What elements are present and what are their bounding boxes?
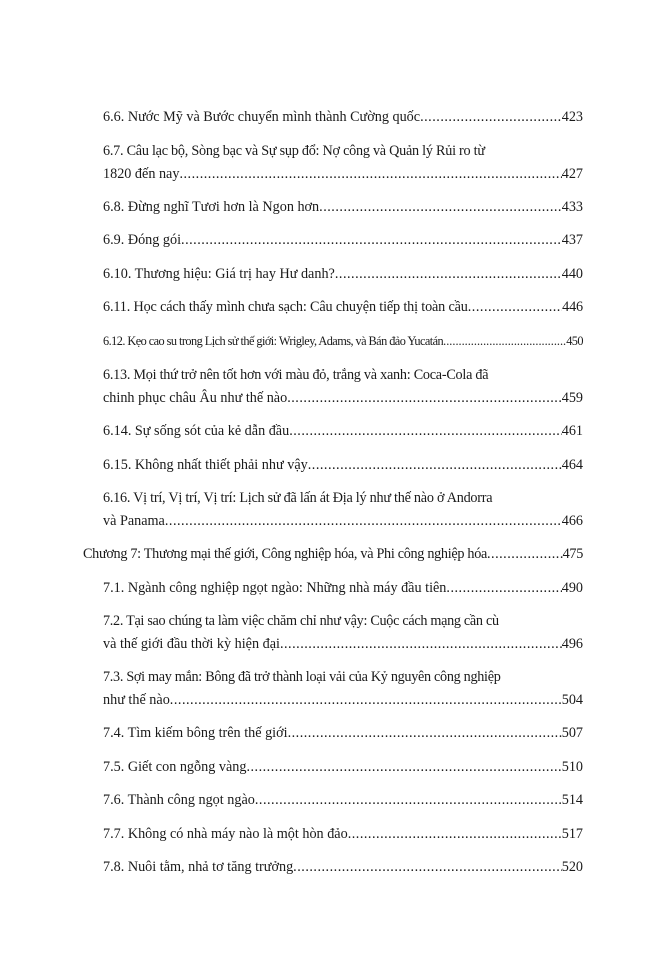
toc-entry-7-3	[103, 666, 654, 711]
toc-entry-6-11	[103, 296, 654, 318]
toc-entry-title-line2: và Panama	[103, 513, 165, 529]
toc-entry-title: 6.9. Đóng gói	[103, 232, 182, 248]
toc-leader-dots	[255, 789, 562, 811]
toc-page-number: 433	[561, 199, 583, 215]
toc-page-number: 437	[561, 232, 583, 248]
toc-leader-dots	[420, 106, 562, 128]
toc-leader-dots	[487, 543, 563, 565]
toc-entry-6-8	[103, 196, 654, 218]
toc-entry-title-line1: 6.13. Mọi thứ trở nên tốt hơn với màu đỏ, trắng và xanh: Coca-Cola đã	[103, 367, 489, 383]
toc-entry-title: 7.6. Thành công ngọt ngào	[103, 792, 255, 808]
toc-leader-dots	[348, 823, 562, 845]
toc-entry-title: 6.11. Học cách thấy mình chưa sạch: Câu chuyện tiếp thị toàn cầu	[103, 299, 468, 315]
toc-entry-7-4	[103, 722, 654, 744]
toc-entry-title-line1: 6.16. Vị trí, Vị trí, Vị trí: Lịch sử đã lấn át Địa lý như thế nào ở Andorra	[103, 490, 493, 506]
toc-leader-dots	[288, 722, 562, 744]
toc-leader-dots	[335, 263, 562, 285]
toc-leader-dots	[179, 163, 561, 185]
toc-entry-title: 7.8. Nuôi tằm, nhả tơ tăng trưởng	[103, 859, 294, 875]
toc-page-number: 427	[561, 166, 583, 182]
toc-entry-title-line2: 1820 đến nay	[103, 166, 180, 182]
toc-entry-title: 6.10. Thương hiệu: Giá trị hay Hư danh?	[103, 266, 335, 282]
toc-page-number: 507	[561, 725, 583, 741]
toc-leader-dots	[170, 689, 562, 711]
toc-entry-title: 7.5. Giết con ngỗng vàng	[103, 759, 247, 775]
toc-leader-dots	[280, 633, 562, 655]
toc-entry-6-7	[103, 140, 654, 185]
toc-page-number: 520	[561, 859, 583, 875]
toc-page-number: 466	[561, 513, 583, 529]
toc-entry-title: 6.14. Sự sống sót của kẻ dẫn đầu	[103, 423, 290, 439]
toc-leader-dots	[446, 577, 561, 599]
toc-leader-dots	[165, 510, 562, 532]
toc-page-number: 464	[561, 457, 583, 473]
toc-page-number: 510	[561, 759, 583, 775]
toc-entry-title-line1: 7.2. Tại sao chúng ta làm việc chăm chỉ như vậy: Cuộc cách mạng cần cù	[103, 613, 499, 629]
toc-entry-title: 7.4. Tìm kiếm bông trên thế giới	[103, 725, 288, 741]
toc-page-number: 446	[562, 299, 583, 315]
toc-leader-dots	[308, 454, 562, 476]
toc-page-number: 461	[561, 423, 583, 439]
toc-leader-dots	[289, 420, 562, 442]
toc-leader-dots	[246, 756, 561, 778]
toc-entry-title-line2: như thế nào	[103, 692, 170, 708]
toc-page-number: 450	[566, 334, 583, 348]
toc-page-number: 517	[561, 826, 583, 842]
toc-entry-title-line2: chinh phục châu Âu như thế nào	[103, 390, 288, 406]
toc-page-number: 423	[561, 109, 583, 125]
toc-page-number: 504	[561, 692, 583, 708]
toc-entry-7-8	[103, 856, 654, 878]
toc-leader-dots	[287, 387, 562, 409]
toc-page-number: 514	[561, 792, 583, 808]
toc-entry-title-line2: và thế giới đầu thời kỳ hiện đại	[103, 636, 280, 652]
toc-entry-title: 6.6. Nước Mỹ và Bước chuyển mình thành Cường quốc	[103, 109, 421, 125]
toc-page-number: 459	[561, 390, 583, 406]
toc-chapter-title: Chương 7: Thương mại thế giới, Công nghiệp hóa, và Phi công nghiệp hóa	[83, 546, 487, 562]
toc-page-number: 496	[561, 636, 583, 652]
toc-leader-dots	[181, 229, 562, 251]
toc-leader-dots	[319, 196, 562, 218]
toc-page-number: 440	[561, 266, 583, 282]
toc-entry-chapter-7	[83, 543, 654, 565]
toc-entry-title: 6.12. Kẹo cao su trong Lịch sử thế giới: Wrigley, Adams, và Bán đảo Yucatán	[103, 334, 444, 348]
toc-leader-dots	[293, 856, 562, 878]
toc-entry-6-13	[103, 364, 654, 409]
toc-entry-title-line1: 7.3. Sợi may mắn: Bông đã trở thành loại vải của Kỷ nguyên công nghiệp	[103, 669, 501, 685]
toc-entry-title-line1: 6.7. Câu lạc bộ, Sòng bạc và Sự sụp đổ: Nợ công và Quản lý Rủi ro từ	[103, 143, 485, 159]
toc-entry-7-2	[103, 610, 654, 655]
toc-entry-title: 7.7. Không có nhà máy nào là một hòn đảo	[103, 826, 348, 842]
toc-entry-6-16	[103, 487, 654, 532]
toc-entry-title: 6.15. Không nhất thiết phải như vậy	[103, 457, 308, 473]
toc-entry-6-9	[103, 229, 654, 251]
toc-entry-7-7	[103, 823, 654, 845]
toc-page-number: 490	[561, 580, 583, 596]
toc-entry-6-15	[103, 454, 654, 476]
toc-entry-6-14	[103, 420, 654, 442]
toc-entry-title: 7.1. Ngành công nghiệp ngọt ngào: Những nhà máy đầu tiên	[103, 580, 447, 596]
toc-entry-6-6	[103, 106, 654, 128]
toc-entry-6-10	[103, 263, 654, 285]
toc-entry-6-12	[103, 330, 654, 352]
toc-leader-dots	[443, 330, 566, 352]
toc-entry-7-1	[103, 577, 654, 599]
toc-entry-7-6	[103, 789, 654, 811]
toc-entry-title: 6.8. Đừng nghĩ Tươi hơn là Ngon hơn	[103, 199, 320, 215]
toc-entry-7-5	[103, 756, 654, 778]
toc-page-number: 475	[562, 546, 583, 562]
toc-leader-dots	[468, 296, 562, 318]
